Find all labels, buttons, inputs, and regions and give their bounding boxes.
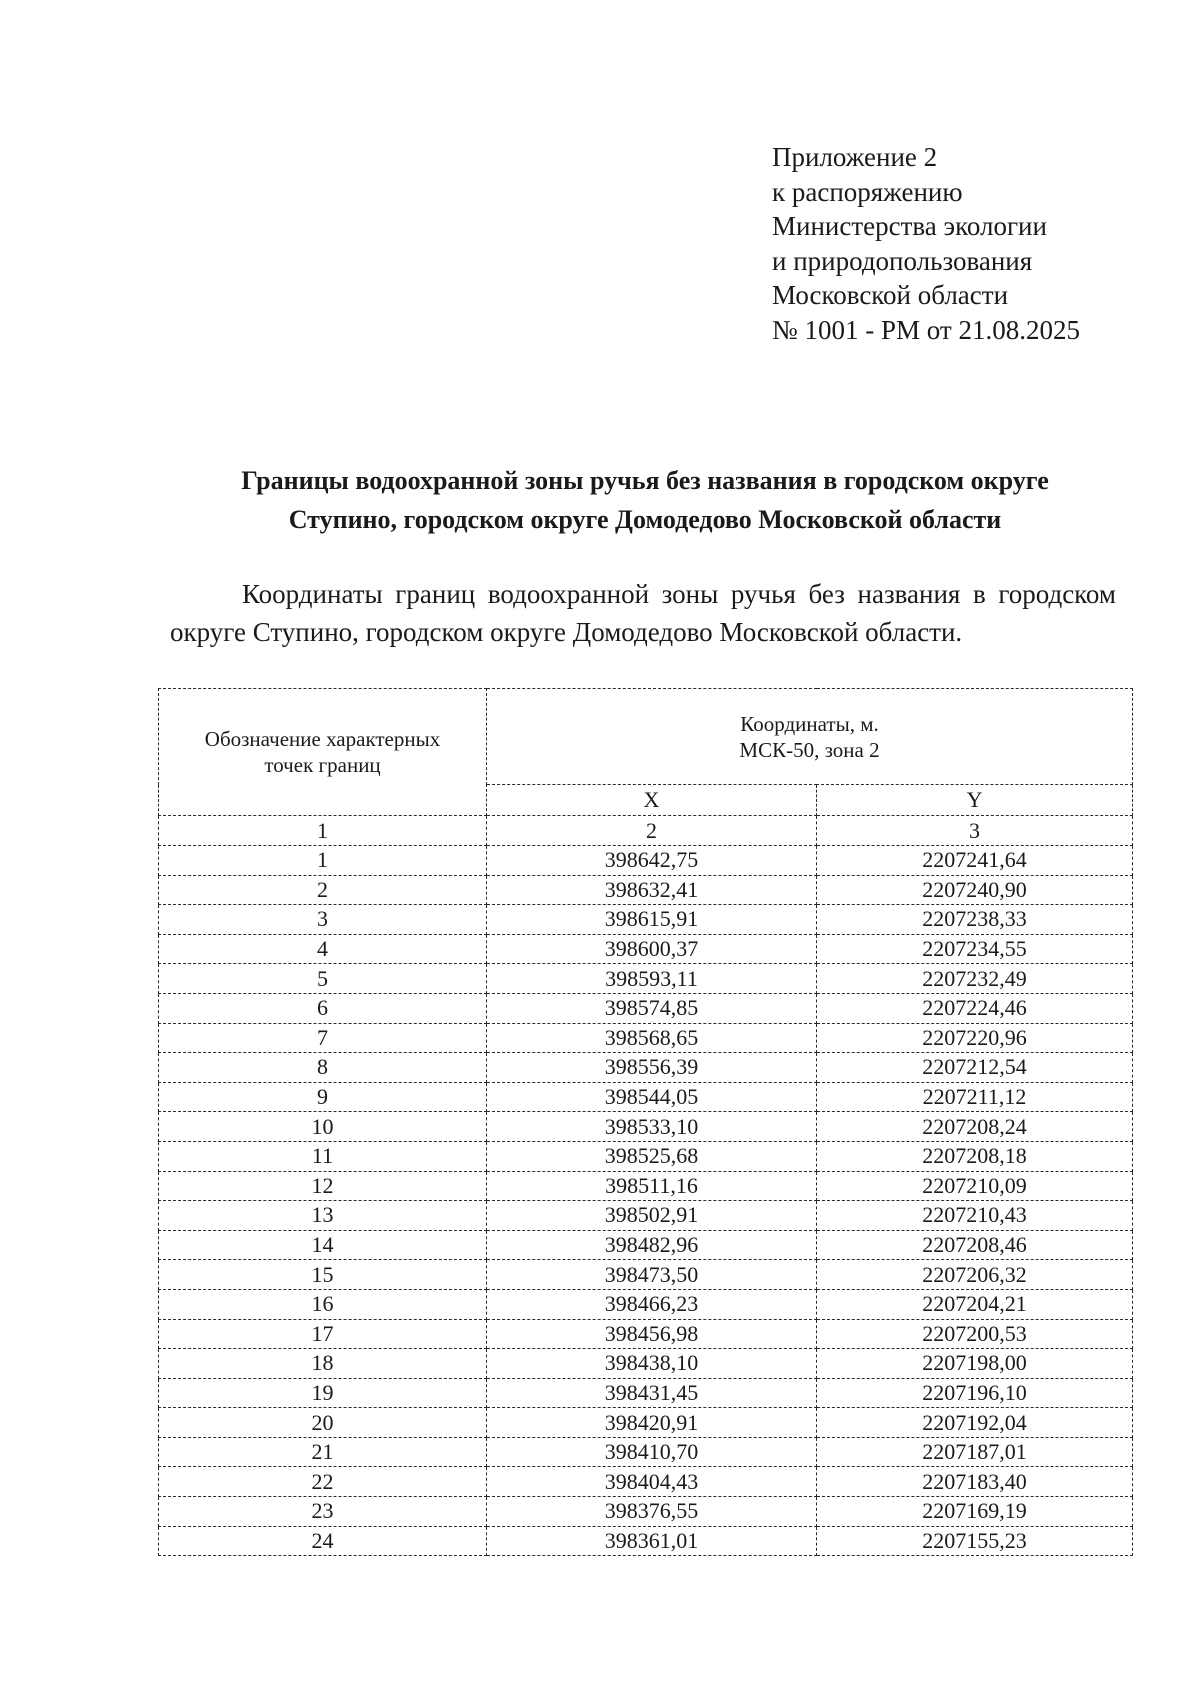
table-row — [159, 1082, 1133, 1112]
x-coordinate-cell: 398431,45 — [487, 1378, 817, 1408]
x-column-header: X — [487, 785, 817, 816]
point-number-cell: 21 — [159, 1437, 487, 1467]
table-row — [159, 1289, 1133, 1319]
x-coordinate-cell: 398456,98 — [487, 1319, 817, 1349]
table-header-row — [159, 689, 1133, 785]
x-coordinate-cell: 398533,10 — [487, 1112, 817, 1142]
point-number-cell: 12 — [159, 1171, 487, 1201]
point-number-cell: 10 — [159, 1112, 487, 1142]
point-number-cell: 13 — [159, 1201, 487, 1231]
table-row — [159, 1349, 1133, 1379]
table-row — [159, 1023, 1133, 1053]
y-coordinate-cell: 2207211,12 — [817, 1082, 1133, 1112]
point-number-cell: 16 — [159, 1289, 487, 1319]
y-coordinate-cell: 2207196,10 — [817, 1378, 1133, 1408]
x-coordinate-cell: 398438,10 — [487, 1349, 817, 1379]
document-title-line: Границы водоохранной зоны ручья без названия в городском округе — [241, 466, 1049, 495]
y-coordinate-cell: 2207232,49 — [817, 964, 1133, 994]
table-row — [159, 1230, 1133, 1260]
document-title — [130, 461, 1160, 539]
column-number-cell: 2 — [487, 816, 817, 846]
point-number-cell: 8 — [159, 1053, 487, 1083]
x-coordinate-cell: 398404,43 — [487, 1467, 817, 1497]
coordinates-column-header — [487, 689, 1133, 785]
y-coordinate-cell: 2207187,01 — [817, 1437, 1133, 1467]
table-row — [159, 1141, 1133, 1171]
coordinates-table-body — [159, 846, 1133, 1556]
column-number-cell: 1 — [159, 816, 487, 846]
point-number-cell: 14 — [159, 1230, 487, 1260]
y-coordinate-cell: 2207210,43 — [817, 1201, 1133, 1231]
x-coordinate-cell: 398410,70 — [487, 1437, 817, 1467]
point-number-cell: 4 — [159, 934, 487, 964]
x-coordinate-cell: 398593,11 — [487, 964, 817, 994]
table-row — [159, 993, 1133, 1023]
y-coordinate-cell: 2207208,24 — [817, 1112, 1133, 1142]
x-coordinate-cell: 398615,91 — [487, 905, 817, 935]
table-row — [159, 1467, 1133, 1497]
table-row — [159, 846, 1133, 876]
column-number-row — [159, 816, 1133, 846]
document-title-line: Ступино, городском округе Домодедово Московской области — [288, 505, 1002, 534]
point-number-cell: 1 — [159, 846, 487, 876]
point-number-cell: 6 — [159, 993, 487, 1023]
table-row — [159, 1526, 1133, 1556]
point-number-cell: 5 — [159, 964, 487, 994]
point-number-cell: 3 — [159, 905, 487, 935]
column-number-cell: 3 — [817, 816, 1133, 846]
x-coordinate-cell: 398511,16 — [487, 1171, 817, 1201]
y-coordinate-cell: 2207204,21 — [817, 1289, 1133, 1319]
coordinates-table — [158, 688, 1133, 1556]
point-number-cell: 22 — [159, 1467, 487, 1497]
point-number-cell: 17 — [159, 1319, 487, 1349]
table-row — [159, 1378, 1133, 1408]
x-coordinate-cell: 398568,65 — [487, 1023, 817, 1053]
point-number-cell: 18 — [159, 1349, 487, 1379]
table-row — [159, 1260, 1133, 1290]
y-coordinate-cell: 2207169,19 — [817, 1497, 1133, 1527]
x-coordinate-cell: 398420,91 — [487, 1408, 817, 1438]
appendix-line: № 1001 - РМ от 21.08.2025 — [772, 314, 1080, 345]
appendix-line: к распоряжению — [772, 176, 963, 207]
points-header-line: точек границ — [264, 753, 381, 777]
table-row — [159, 934, 1133, 964]
appendix-line: Министерства экологии — [772, 211, 1047, 241]
x-coordinate-cell: 398544,05 — [487, 1082, 817, 1112]
table-row — [159, 964, 1133, 994]
appendix-block — [772, 140, 1080, 347]
points-header-line: Обозначение характерных — [204, 727, 441, 751]
point-number-cell: 15 — [159, 1260, 487, 1290]
y-coordinate-cell: 2207155,23 — [817, 1526, 1133, 1556]
point-number-cell: 23 — [159, 1497, 487, 1527]
table-row — [159, 1053, 1133, 1083]
y-coordinate-cell: 2207212,54 — [817, 1053, 1133, 1083]
y-column-header: Y — [817, 785, 1133, 816]
table-row — [159, 1497, 1133, 1527]
x-coordinate-cell: 398525,68 — [487, 1141, 817, 1171]
point-number-cell: 2 — [159, 875, 487, 905]
y-coordinate-cell: 2207200,53 — [817, 1319, 1133, 1349]
y-coordinate-cell: 2207240,90 — [817, 875, 1133, 905]
appendix-line: и природопользования — [772, 245, 1033, 276]
coordinates-header-line: Координаты, м. — [740, 711, 879, 736]
table-row — [159, 1408, 1133, 1438]
appendix-line: Приложение 2 — [772, 142, 938, 172]
point-number-cell: 19 — [159, 1378, 487, 1408]
table-row — [159, 905, 1133, 935]
y-coordinate-cell: 2207208,18 — [817, 1141, 1133, 1171]
y-coordinate-cell: 2207238,33 — [817, 905, 1133, 935]
point-number-cell: 9 — [159, 1082, 487, 1112]
x-coordinate-cell: 398556,39 — [487, 1053, 817, 1083]
point-number-cell: 24 — [159, 1526, 487, 1556]
point-number-cell: 7 — [159, 1023, 487, 1053]
intro-paragraph: Координаты границ водоохранной зоны ручья без названия в городском округе Ступино, городском округе Домодедово Московской области. — [170, 579, 1116, 647]
x-coordinate-cell: 398502,91 — [487, 1201, 817, 1231]
x-coordinate-cell: 398376,55 — [487, 1497, 817, 1527]
y-coordinate-cell: 2207192,04 — [817, 1408, 1133, 1438]
y-coordinate-cell: 2207241,64 — [817, 846, 1133, 876]
y-coordinate-cell: 2207210,09 — [817, 1171, 1133, 1201]
table-row — [159, 1171, 1133, 1201]
x-coordinate-cell: 398642,75 — [487, 846, 817, 876]
point-number-cell: 11 — [159, 1141, 487, 1171]
y-coordinate-cell: 2207183,40 — [817, 1467, 1133, 1497]
x-coordinate-cell: 398473,50 — [487, 1260, 817, 1290]
y-coordinate-cell: 2207220,96 — [817, 1023, 1133, 1053]
y-coordinate-cell: 2207208,46 — [817, 1230, 1133, 1260]
table-row — [159, 1201, 1133, 1231]
x-coordinate-cell: 398361,01 — [487, 1526, 817, 1556]
y-coordinate-cell: 2207198,00 — [817, 1349, 1133, 1379]
y-coordinate-cell: 2207224,46 — [817, 993, 1133, 1023]
appendix-line: Московской области — [772, 280, 1009, 310]
y-coordinate-cell: 2207234,55 — [817, 934, 1133, 964]
table-row — [159, 875, 1133, 905]
y-coordinate-cell: 2207206,32 — [817, 1260, 1133, 1290]
x-coordinate-cell: 398600,37 — [487, 934, 817, 964]
table-row — [159, 1437, 1133, 1467]
point-number-cell: 20 — [159, 1408, 487, 1438]
x-coordinate-cell: 398482,96 — [487, 1230, 817, 1260]
points-column-header — [159, 689, 487, 816]
coordinates-header-line: МСК-50, зона 2 — [739, 737, 880, 762]
table-row — [159, 1112, 1133, 1142]
table-row — [159, 1319, 1133, 1349]
x-coordinate-cell: 398574,85 — [487, 993, 817, 1023]
x-coordinate-cell: 398466,23 — [487, 1289, 817, 1319]
x-coordinate-cell: 398632,41 — [487, 875, 817, 905]
